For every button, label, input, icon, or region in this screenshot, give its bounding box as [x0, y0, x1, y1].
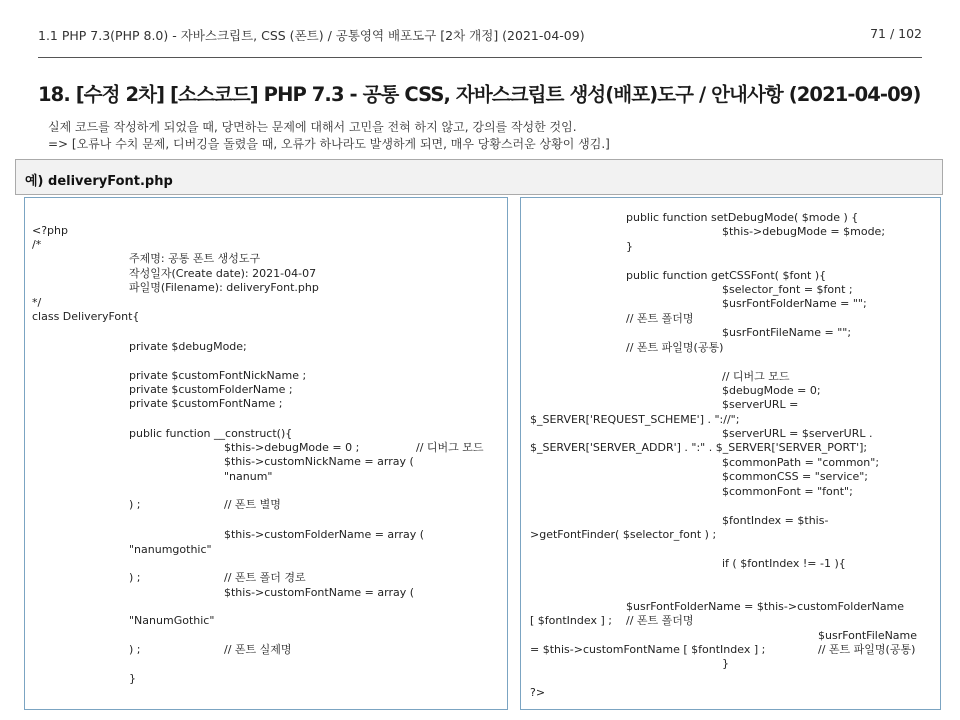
code-line: public function setDebugMode( $mode ) {	[626, 211, 859, 224]
code-line: ) ;	[129, 643, 141, 656]
code-line: private $debugMode;	[129, 340, 247, 353]
code-line: >getFontFinder( $selector_font ) ;	[530, 528, 717, 541]
description-line: 실제 코드를 작성하게 되었을 때, 당면하는 문제에 대해서 고민을 전혀 하지 않고, 강의를 작성한 것임.	[48, 120, 577, 134]
code-line: <?php	[32, 224, 68, 237]
code-line: class DeliveryFont{	[32, 310, 140, 323]
code-line: $_SERVER['SERVER_ADDR'] . ":" . $_SERVER['SERVER_PORT'];	[530, 441, 868, 454]
code-comment: // 디버그 모드	[722, 370, 790, 383]
code-line: ?>	[530, 686, 546, 699]
code-line: 작성일자(Create date): 2021-04-07	[129, 267, 317, 280]
code-line: 파일명(Filename): deliveryFont.php	[129, 281, 319, 294]
code-line: private $customFontName ;	[129, 397, 283, 410]
code-line: $this->debugMode = 0 ;	[224, 441, 360, 454]
code-line: $commonPath = "common";	[722, 456, 880, 469]
code-line: = $this->customFontName [ $fontIndex ] ;	[530, 643, 766, 656]
code-line: $selector_font = $font ;	[722, 283, 853, 296]
code-line: private $customFolderName ;	[129, 383, 293, 396]
code-line: $usrFontFolderName = "";	[722, 297, 867, 310]
code-comment: // 폰트 폴더명	[626, 312, 694, 325]
code-line: if ( $fontIndex != -1 ){	[722, 557, 846, 570]
code-line: $commonFont = "font";	[722, 485, 853, 498]
code-line: "NanumGothic"	[129, 614, 215, 627]
code-line: }	[722, 657, 729, 670]
code-line: $_SERVER['REQUEST_SCHEME'] . "://";	[530, 413, 740, 426]
code-line: $usrFontFileName	[818, 629, 918, 642]
code-line: "nanumgothic"	[129, 543, 212, 556]
code-comment: // 폰트 실제명	[224, 643, 292, 656]
code-line: [ $fontIndex ] ;	[530, 614, 612, 627]
code-line: $this->customFolderName = array (	[224, 528, 425, 541]
example-bar	[15, 159, 943, 195]
code-line: $this->customFontName = array (	[224, 586, 415, 599]
code-line: public function getCSSFont( $font ){	[626, 269, 827, 282]
code-line: $fontIndex = $this-	[722, 514, 829, 527]
code-line: $this->customNickName = array (	[224, 455, 414, 468]
description-line: => [오류나 수치 문제, 디버깅을 돌렸을 때, 오류가 하나라도 발생하게 되면, 매우 당황스러운 상황이 생김.]	[48, 137, 610, 151]
header-title: 1.1 PHP 7.3(PHP 8.0) - 자바스크립트, CSS (폰트) / 공통영역 배포도구 [2차 개정] (2021-04-09)	[38, 28, 585, 43]
code-line: $commonCSS = "service";	[722, 470, 868, 483]
code-comment: // 폰트 폴더 경로	[224, 571, 306, 584]
code-line: $debugMode = 0;	[722, 384, 821, 397]
code-comment: // 폰트 별명	[224, 498, 281, 511]
code-comment: // 디버그 모드	[416, 441, 484, 454]
code-line: public function __construct(){	[129, 427, 293, 440]
section-title: 18. [수정 2차] [소스코드] PHP 7.3 - 공통 CSS, 자바스크립트 생성(배포)도구 / 안내사항 (2021-04-09)	[38, 83, 921, 106]
code-line: private $customFontNickName ;	[129, 369, 307, 382]
code-box-left	[24, 197, 508, 710]
description	[48, 119, 610, 153]
code-line: $this->debugMode = $mode;	[722, 225, 886, 238]
code-line: "nanum"	[224, 470, 273, 483]
page-number: 71 / 102	[870, 26, 922, 41]
code-line: }	[626, 240, 633, 253]
code-line: $serverURL =	[722, 398, 799, 411]
code-line: 주제명: 공통 폰트 생성도구	[129, 252, 261, 265]
running-header	[38, 26, 922, 46]
code-line: $usrFontFileName = "";	[722, 326, 852, 339]
code-comment: // 폰트 폴더명	[626, 614, 694, 627]
code-line: ) ;	[129, 571, 141, 584]
code-line: ) ;	[129, 498, 141, 511]
header-divider	[38, 57, 922, 58]
code-line: }	[129, 672, 136, 685]
code-line: $serverURL = $serverURL .	[722, 427, 873, 440]
code-line: */	[32, 296, 42, 309]
code-line: $usrFontFolderName = $this->customFolderName	[626, 600, 905, 613]
code-comment: // 폰트 파일명(공통)	[818, 643, 916, 656]
code-comment: // 폰트 파일명(공통)	[626, 341, 724, 354]
example-label: 예) deliveryFont.php	[25, 174, 173, 189]
code-box-right	[520, 197, 941, 710]
code-line: /*	[32, 238, 42, 251]
